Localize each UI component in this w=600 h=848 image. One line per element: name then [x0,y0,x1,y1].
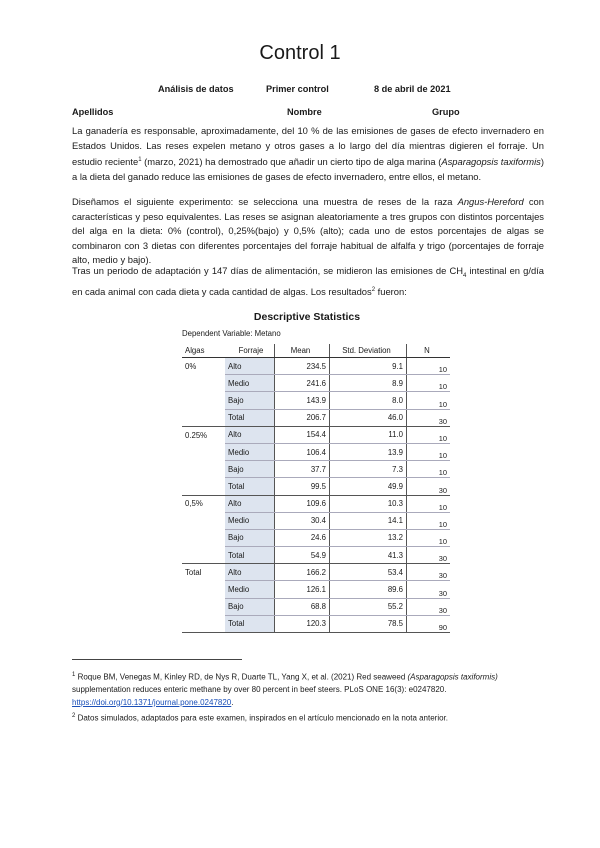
cell-mean: 143.9 [275,392,330,409]
cell-mean: 68.8 [275,598,330,615]
cell-mean: 206.7 [275,409,330,426]
cell-std: 8.0 [330,392,407,409]
label-apellidos: Apellidos [72,107,114,117]
cell-algas [182,409,225,426]
cell-std: 11.0 [330,426,407,443]
cell-mean: 37.7 [275,461,330,478]
cell-forraje: Medio [225,512,275,529]
label-nombre: Nombre [287,107,322,117]
cell-mean: 166.2 [275,564,330,581]
cell-mean: 126.1 [275,581,330,598]
col-header-forraje: Forraje [225,344,275,358]
cell-forraje: Bajo [225,461,275,478]
cell-n: 10 [407,529,451,546]
cell-forraje: Total [225,547,275,564]
header-control: Primer control [266,84,329,94]
cell-mean: 234.5 [275,358,330,375]
cell-std: 8.9 [330,375,407,392]
table-row [182,461,450,478]
col-header-algas: Algas [182,344,225,358]
table-row [182,443,450,460]
cell-std: 7.3 [330,461,407,478]
table-row [182,581,450,598]
intro-paragraph-1: La ganadería es responsable, aproximadamente, del 10 % de las emisiones de gases de efecto invernadero en Estados Unidos. Las reses expelen metano y otros gases a lo largo del día mientras digieren el forraje. Un estudio reciente$^1$ (marzo, 2021) ha demostrado que añadir un cierto tipo de alga marina (Asparagopsis taxiformis) a la dieta del ganado reduce las emisiones de gases de efecto invernadero, entre ellos, el metano. [72,125,544,182]
table-row [182,564,450,581]
cell-forraje: Bajo [225,529,275,546]
cell-mean: 99.5 [275,478,330,495]
cell-forraje: Medio [225,443,275,460]
cell-algas [182,461,225,478]
table-row [182,547,450,564]
cell-forraje: Alto [225,426,275,443]
table-row [182,358,450,375]
footnote-2: $^2$ Datos simulados, adaptados para este examen, inspirados en el artículo mencionado en la nota anterior. [72,713,449,723]
dependent-variable: Dependent Variable: Metano [182,329,281,338]
cell-algas [182,478,225,495]
table-row [182,478,450,495]
cell-std: 9.1 [330,358,407,375]
cell-std: 10.3 [330,495,407,512]
col-header-mean: Mean [275,344,330,358]
table-row [182,598,450,615]
table-row [182,409,450,426]
cell-n: 10 [407,392,451,409]
cell-std: 53.4 [330,564,407,581]
cell-algas: 0.25% [185,430,208,440]
cell-std: 14.1 [330,512,407,529]
cell-n: 10 [407,426,451,443]
cell-std: 89.6 [330,581,407,598]
cell-n: 10 [407,443,451,460]
cell-mean: 109.6 [275,495,330,512]
descriptive-statistics-table [182,344,450,633]
table-row [182,495,450,512]
label-grupo: Grupo [432,107,460,117]
cell-forraje: Medio [225,581,275,598]
table-row [182,529,450,546]
cell-algas: 0% [185,361,197,371]
cell-algas [182,598,225,615]
table-row [182,615,450,632]
table-row [182,392,450,409]
cell-forraje: Total [225,409,275,426]
cell-algas [182,443,225,460]
cell-std: 55.2 [330,598,407,615]
cell-mean: 154.4 [275,426,330,443]
table-row [182,512,450,529]
col-header-n: N [407,344,451,358]
cell-std: 78.5 [330,615,407,632]
intro-paragraph-3: Tras un periodo de adaptación y 147 días de alimentación, se midieron las emisiones de $CH_4$ intestinal en g/día en cada animal con cada dieta y cada cantidad de algas. Los resultados$^2$ fueron: [72,265,544,298]
cell-mean: 120.3 [275,615,330,632]
cell-std: 41.3 [330,547,407,564]
cell-mean: 24.6 [275,529,330,546]
cell-n: 30 [407,409,451,426]
cell-std: 46.0 [330,409,407,426]
cell-n: 10 [407,512,451,529]
cell-mean: 106.4 [275,443,330,460]
cell-forraje: Alto [225,358,275,375]
cell-std: 13.9 [330,443,407,460]
header-analisis: Análisis de datos [158,84,234,94]
cell-forraje: Bajo [225,598,275,615]
cell-n: 90 [407,615,451,632]
cell-n: 10 [407,358,451,375]
cell-mean: 30.4 [275,512,330,529]
doi-link[interactable]: https://doi.org/10.1371/journal.pone.0247820 [72,697,232,707]
cell-std: 49.9 [330,478,407,495]
cell-algas [182,392,225,409]
cell-std: 13.2 [330,529,407,546]
footnote-divider [72,659,242,660]
table-title: Descriptive Statistics [253,311,361,323]
cell-forraje: Alto [225,564,275,581]
cell-forraje: Medio [225,375,275,392]
table-row [182,426,450,443]
header-date: 8 de abril de 2021 [374,84,451,94]
cell-algas [182,375,225,392]
cell-mean: 241.6 [275,375,330,392]
footnote-1: $^1$ Roque BM, Venegas M, Kinley RD, de Nys R, Duarte TL, Yang X, et al. (2021) Red seaweed (Asparagopsis taxiformis) supplementation reduces enteric methane by over 80 percent in beef steers. PLoS ONE 16(3): e0247820. https://doi.org/10.1371/journal.pone.0247820. [72,672,498,707]
cell-algas [182,615,225,632]
cell-algas [182,529,225,546]
col-header-std: Std. Deviation [330,344,407,358]
cell-n: 30 [407,564,451,581]
cell-algas: Total [185,568,202,578]
cell-algas [182,512,225,529]
cell-mean: 54.9 [275,547,330,564]
table-body [182,358,450,633]
table-header-row [182,344,450,358]
cell-forraje: Bajo [225,392,275,409]
cell-n: 30 [407,581,451,598]
cell-n: 30 [407,478,451,495]
cell-n: 10 [407,375,451,392]
cell-n: 10 [407,461,451,478]
table-row [182,375,450,392]
intro-paragraph-2: Diseñamos el siguiente experimento: se selecciona una muestra de reses de la raza Angus-Hereford con características y peso equivalentes. Las reses se asignan aleatoriamente a tres grupos con distintos porcentajes del alga en la dieta: 0% (control), 0,25%(bajo) y 0,5% (alto); cada uno de estos porcentajes de algas se combinaron con 3 dietas con diferentes porcentajes del forraje habitual de alfalfa y trigo (porcentajes de forraje alto, medio y bajo). [72,196,544,265]
cell-forraje: Alto [225,495,275,512]
cell-algas [182,581,225,598]
cell-n: 10 [407,495,451,512]
cell-n: 30 [407,598,451,615]
cell-algas [182,547,225,564]
cell-forraje: Total [225,478,275,495]
cell-forraje: Total [225,615,275,632]
cell-n: 30 [407,547,451,564]
page-title: Control 1 [259,42,341,64]
cell-algas: 0,5% [185,499,203,509]
